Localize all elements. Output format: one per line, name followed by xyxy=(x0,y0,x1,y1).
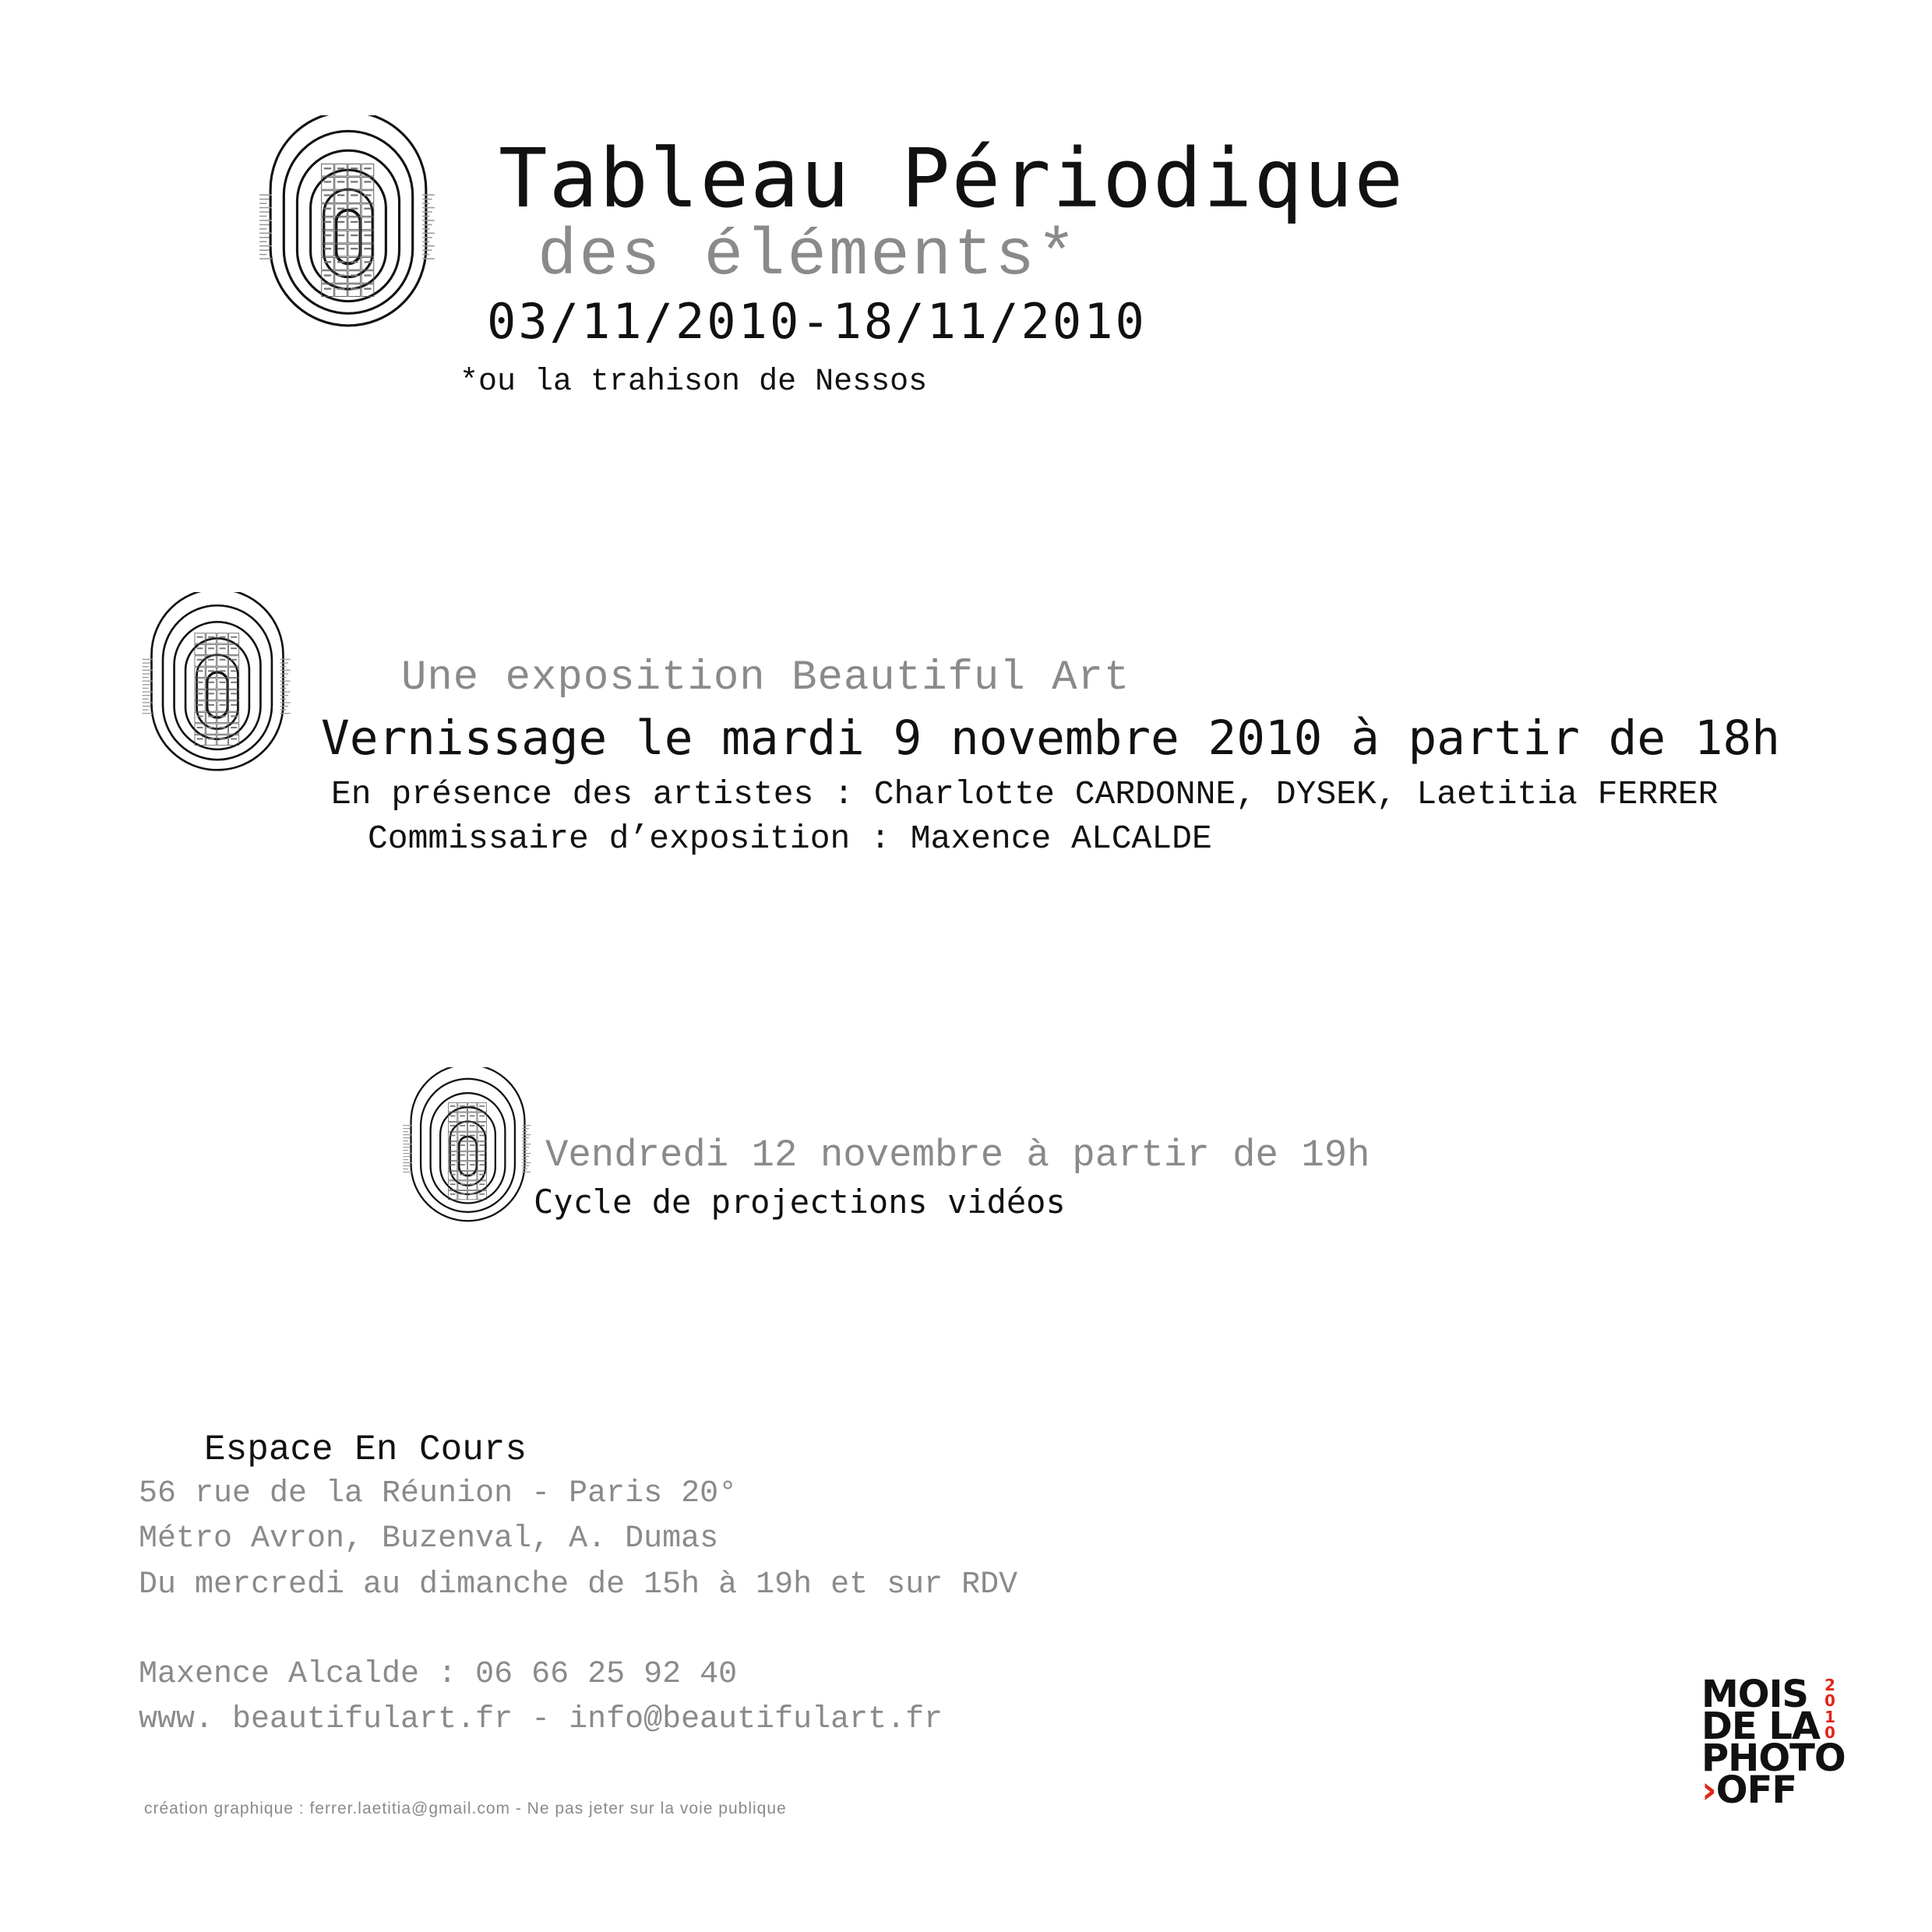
element-symbol-mark xyxy=(479,1144,485,1146)
caption-mark xyxy=(280,681,291,682)
caption-mark xyxy=(143,681,153,682)
element-symbol-mark xyxy=(324,208,331,210)
caption-mark xyxy=(259,241,266,242)
caption-mark xyxy=(280,666,287,667)
element-symbol-mark xyxy=(197,682,203,683)
caption-mark xyxy=(143,695,151,696)
page-title: Tableau Périodique xyxy=(499,131,1405,226)
element-symbol-mark xyxy=(197,704,203,706)
element-symbol-mark xyxy=(460,1125,465,1126)
element-symbol-mark xyxy=(470,1193,475,1195)
caption-mark xyxy=(422,258,435,259)
caption-mark xyxy=(143,688,149,689)
element-cell xyxy=(348,178,361,190)
caption-mark xyxy=(422,249,432,251)
element-symbol-mark xyxy=(231,670,237,672)
caption-mark xyxy=(280,688,287,689)
element-symbol-mark xyxy=(231,636,237,638)
element-symbol-mark xyxy=(231,682,237,683)
page-subtitle: des éléments* xyxy=(538,220,1079,294)
caption-mark xyxy=(422,194,435,196)
element-symbol-mark xyxy=(220,636,226,638)
caption-mark xyxy=(422,245,435,247)
element-symbol-mark xyxy=(450,1193,456,1195)
caption-mark xyxy=(522,1159,527,1160)
element-symbol-mark xyxy=(364,208,371,210)
element-symbol-mark xyxy=(337,274,344,276)
element-symbol-mark xyxy=(351,274,358,276)
caption-mark xyxy=(403,1162,411,1163)
caption-mark xyxy=(259,203,266,204)
element-symbol-mark xyxy=(364,167,371,169)
element-cell xyxy=(206,735,216,745)
caption-mark xyxy=(259,194,272,196)
caption-mark xyxy=(259,211,269,213)
caption-mark xyxy=(143,699,149,700)
element-symbol-mark xyxy=(364,181,371,182)
caption-mark xyxy=(259,245,272,247)
caption-mark xyxy=(422,233,435,234)
caption-mark xyxy=(280,662,289,663)
curator-line: Commissaire d’exposition : Maxence ALCALDE xyxy=(368,820,1212,858)
logo-year xyxy=(1823,1677,1837,1708)
caption-mark xyxy=(422,241,429,242)
caption-mark xyxy=(259,228,266,230)
caption-mark xyxy=(143,673,151,674)
element-cell xyxy=(206,644,216,654)
caption-mark xyxy=(422,254,429,256)
element-symbol-mark xyxy=(450,1164,456,1165)
spiral-logo-medium xyxy=(140,592,294,798)
element-symbol-mark xyxy=(479,1135,485,1137)
caption-mark xyxy=(422,203,429,204)
caption-mark xyxy=(422,237,432,238)
element-symbol-mark xyxy=(351,248,358,249)
logo-year-2 xyxy=(1823,1709,1837,1740)
element-symbol-mark xyxy=(208,704,214,706)
caption-mark xyxy=(403,1137,410,1138)
element-symbol-mark xyxy=(231,647,237,649)
element-symbol-mark xyxy=(208,682,214,683)
element-symbol-mark xyxy=(324,234,331,236)
element-symbol-mark xyxy=(470,1155,475,1156)
caption-mark xyxy=(522,1137,529,1138)
caption-mark xyxy=(422,199,432,200)
element-symbol-mark xyxy=(479,1193,485,1195)
element-symbol-mark xyxy=(450,1116,456,1117)
caption-mark xyxy=(522,1162,531,1163)
caption-mark xyxy=(259,220,272,221)
element-symbol-mark xyxy=(231,727,237,728)
element-symbol-mark xyxy=(460,1155,465,1156)
caption-mark xyxy=(280,713,291,714)
element-symbol-mark xyxy=(470,1105,475,1107)
element-symbol-mark xyxy=(351,208,358,210)
element-symbol-mark xyxy=(364,221,371,223)
element-symbol-mark xyxy=(470,1164,475,1165)
element-symbol-mark xyxy=(479,1174,485,1176)
contact-phone: Maxence Alcalde : 06 66 25 92 40 xyxy=(139,1657,738,1692)
venue-name: Espace En Cours xyxy=(204,1430,527,1470)
element-symbol-mark xyxy=(337,194,344,196)
element-symbol-mark xyxy=(208,670,214,672)
element-symbol-mark xyxy=(450,1105,456,1107)
caption-mark xyxy=(143,662,151,663)
element-symbol-mark xyxy=(197,659,203,661)
venue-hours: Du mercredi au dimanche de 15h à 19h et sur RDV xyxy=(139,1567,1018,1602)
venue-metro: Métro Avron, Buzenval, A. Dumas xyxy=(139,1521,719,1557)
element-symbol-mark xyxy=(470,1116,475,1117)
caption-mark xyxy=(522,1165,529,1166)
caption-mark xyxy=(259,258,272,259)
element-symbol-mark xyxy=(364,248,371,249)
element-symbol-mark xyxy=(324,167,331,169)
element-symbol-mark xyxy=(337,261,344,263)
screening-date: Vendredi 12 novembre à partir de 19h xyxy=(545,1133,1370,1177)
element-symbol-mark xyxy=(337,181,344,182)
caption-mark xyxy=(422,216,429,217)
element-symbol-mark xyxy=(337,234,344,236)
element-symbol-mark xyxy=(364,274,371,276)
element-symbol-mark xyxy=(324,194,331,196)
caption-mark xyxy=(422,211,432,213)
element-symbol-mark xyxy=(470,1135,475,1137)
element-symbol-mark xyxy=(197,670,203,672)
caption-mark xyxy=(522,1156,529,1157)
caption-mark xyxy=(403,1156,410,1157)
caption-mark xyxy=(522,1150,527,1151)
element-symbol-mark xyxy=(197,647,203,649)
element-cell xyxy=(217,689,227,700)
caption-mark xyxy=(522,1131,527,1132)
element-symbol-mark xyxy=(220,682,226,683)
caption-mark xyxy=(143,670,153,671)
element-symbol-mark xyxy=(479,1164,485,1165)
caption-mark xyxy=(403,1165,410,1166)
element-symbol-mark xyxy=(208,659,214,661)
element-symbol-mark xyxy=(197,693,203,694)
logo-year-digit: 1 xyxy=(1824,1708,1835,1726)
caption-mark xyxy=(522,1147,529,1148)
element-symbol-mark xyxy=(470,1144,475,1146)
logo-text-photo: PHOTO xyxy=(1701,1736,1846,1780)
element-cell xyxy=(348,231,361,243)
element-symbol-mark xyxy=(460,1183,465,1185)
element-symbol-mark xyxy=(460,1193,465,1195)
element-symbol-mark xyxy=(197,738,203,739)
element-symbol-mark xyxy=(231,715,237,717)
element-symbol-mark xyxy=(208,647,214,649)
design-credit: création graphique : ferrer.laetitia@gmail.com - Ne pas jeter sur la voie publique xyxy=(144,1800,787,1817)
element-symbol-mark xyxy=(220,738,226,739)
spiral-logo-small xyxy=(401,1067,534,1245)
exhibition-dates: 03/11/2010-18/11/2010 xyxy=(487,293,1147,350)
element-symbol-mark xyxy=(351,181,358,182)
logo-year-digit: 0 xyxy=(1824,1723,1835,1742)
element-symbol-mark xyxy=(470,1125,475,1126)
element-cell xyxy=(335,284,347,297)
logo-text-off: OFF xyxy=(1715,1768,1797,1812)
caption-mark xyxy=(259,224,269,226)
caption-mark xyxy=(259,216,266,217)
caption-mark xyxy=(259,207,272,209)
caption-mark xyxy=(143,666,149,667)
element-symbol-mark xyxy=(450,1135,456,1137)
element-symbol-mark xyxy=(220,659,226,661)
contact-web: www. beautifulart.fr - info@beautifulart.fr xyxy=(139,1702,943,1737)
logo-text-de-la: DE LA xyxy=(1701,1705,1821,1748)
element-symbol-mark xyxy=(364,288,371,290)
element-symbol-mark xyxy=(450,1144,456,1146)
element-symbol-mark xyxy=(231,659,237,661)
caption-mark xyxy=(422,220,435,221)
element-symbol-mark xyxy=(364,234,371,236)
caption-mark xyxy=(259,254,266,256)
caption-mark xyxy=(259,249,269,251)
vernissage-line: Vernissage le mardi 9 novembre 2010 à partir de 18h xyxy=(321,710,1780,766)
element-symbol-mark xyxy=(208,715,214,717)
caption-mark xyxy=(259,233,272,234)
element-symbol-mark xyxy=(324,261,331,263)
spiral-table-graphic xyxy=(401,1067,534,1245)
element-symbol-mark xyxy=(220,647,226,649)
element-symbol-mark xyxy=(231,704,237,706)
element-symbol-mark xyxy=(337,221,344,223)
venue-address: 56 rue de la Réunion - Paris 20° xyxy=(139,1476,738,1511)
caption-mark xyxy=(280,659,291,660)
caption-mark xyxy=(143,684,151,685)
element-symbol-mark xyxy=(460,1105,465,1107)
spiral-table-graphic xyxy=(257,115,439,358)
element-symbol-mark xyxy=(337,208,344,210)
element-symbol-mark xyxy=(351,194,358,196)
element-cell xyxy=(217,644,227,654)
caption-mark xyxy=(403,1128,410,1129)
caption-mark xyxy=(143,659,153,660)
caption-mark xyxy=(143,702,153,703)
caption-mark xyxy=(143,713,153,714)
caption-mark xyxy=(280,677,287,678)
element-symbol-mark xyxy=(460,1135,465,1137)
element-cell xyxy=(468,1190,477,1199)
element-symbol-mark xyxy=(208,738,214,739)
element-symbol-mark xyxy=(460,1144,465,1146)
caption-mark xyxy=(403,1159,408,1160)
element-symbol-mark xyxy=(337,167,344,169)
title-footnote: *ou la trahison de Nessos xyxy=(460,365,928,400)
element-cell xyxy=(458,1112,467,1121)
element-symbol-mark xyxy=(479,1116,485,1117)
mois-de-la-photo-logo xyxy=(1701,1673,1846,1812)
caption-mark xyxy=(403,1153,411,1154)
element-symbol-mark xyxy=(337,288,344,290)
caption-mark xyxy=(422,224,432,226)
element-symbol-mark xyxy=(324,181,331,182)
caption-mark xyxy=(143,691,153,692)
logo-text-mois: MOIS xyxy=(1701,1673,1808,1716)
caption-mark xyxy=(280,709,287,710)
element-symbol-mark xyxy=(324,221,331,223)
element-symbol-mark xyxy=(450,1183,456,1185)
caption-mark xyxy=(522,1125,531,1126)
caption-mark xyxy=(403,1150,408,1151)
element-symbol-mark xyxy=(470,1183,475,1185)
artists-line: En présence des artistes : Charlotte CARDONNE, DYSEK, Laetitia FERRER xyxy=(331,775,1719,813)
element-symbol-mark xyxy=(364,261,371,263)
element-symbol-mark xyxy=(460,1164,465,1165)
logo-row-off xyxy=(1701,1768,1842,1812)
element-symbol-mark xyxy=(351,221,358,223)
element-symbol-mark xyxy=(479,1183,485,1185)
caption-mark xyxy=(143,677,149,678)
spiral-logo-large xyxy=(257,115,439,358)
element-symbol-mark xyxy=(479,1105,485,1107)
element-symbol-mark xyxy=(220,727,226,728)
caption-mark xyxy=(403,1134,411,1135)
element-symbol-mark xyxy=(231,693,237,694)
element-symbol-mark xyxy=(351,288,358,290)
element-symbol-mark xyxy=(197,715,203,717)
element-symbol-mark xyxy=(220,704,226,706)
element-symbol-mark xyxy=(208,727,214,728)
screening-title: Cycle de projections vidéos xyxy=(534,1183,1066,1221)
caption-mark xyxy=(280,691,291,692)
element-cell xyxy=(468,1112,477,1121)
element-symbol-mark xyxy=(231,738,237,739)
caption-mark xyxy=(403,1147,410,1148)
element-symbol-mark xyxy=(324,274,331,276)
element-cell xyxy=(348,284,361,297)
caption-mark xyxy=(403,1131,408,1132)
element-symbol-mark xyxy=(450,1125,456,1126)
caption-mark xyxy=(280,673,289,674)
caption-mark xyxy=(280,684,289,685)
caption-mark xyxy=(280,695,289,696)
caption-mark xyxy=(280,670,291,671)
caption-mark xyxy=(280,699,287,700)
element-symbol-mark xyxy=(208,636,214,638)
element-symbol-mark xyxy=(450,1174,456,1176)
element-symbol-mark xyxy=(337,248,344,249)
caption-mark xyxy=(143,709,149,710)
element-symbol-mark xyxy=(364,194,371,196)
arrow-icon: › xyxy=(1701,1768,1716,1812)
element-symbol-mark xyxy=(460,1174,465,1176)
spiral-table-graphic xyxy=(140,592,294,798)
caption-mark xyxy=(259,237,269,238)
element-symbol-mark xyxy=(220,715,226,717)
caption-mark xyxy=(422,207,435,209)
caption-mark xyxy=(522,1134,531,1135)
element-cell xyxy=(468,1151,477,1160)
caption-mark xyxy=(259,199,269,200)
element-symbol-mark xyxy=(220,670,226,672)
logo-year-digit: 2 xyxy=(1824,1676,1835,1694)
element-symbol-mark xyxy=(470,1174,475,1176)
caption-mark xyxy=(143,706,151,707)
element-cell xyxy=(217,735,227,745)
caption-mark xyxy=(403,1125,411,1126)
element-cell xyxy=(335,178,347,190)
caption-mark xyxy=(422,228,429,230)
element-cell xyxy=(458,1190,467,1199)
caption-mark xyxy=(280,706,289,707)
caption-mark xyxy=(280,702,291,703)
element-symbol-mark xyxy=(324,248,331,249)
element-symbol-mark xyxy=(351,234,358,236)
element-symbol-mark xyxy=(220,693,226,694)
element-symbol-mark xyxy=(479,1125,485,1126)
logo-year-digit: 0 xyxy=(1824,1691,1835,1710)
element-symbol-mark xyxy=(479,1155,485,1156)
element-symbol-mark xyxy=(208,693,214,694)
element-symbol-mark xyxy=(351,261,358,263)
caption-mark xyxy=(522,1153,531,1154)
element-symbol-mark xyxy=(460,1116,465,1117)
element-symbol-mark xyxy=(324,288,331,290)
element-symbol-mark xyxy=(351,167,358,169)
presenter-line: Une exposition Beautiful Art xyxy=(401,654,1130,702)
element-symbol-mark xyxy=(197,636,203,638)
caption-mark xyxy=(522,1128,529,1129)
element-symbol-mark xyxy=(450,1155,456,1156)
element-symbol-mark xyxy=(197,727,203,728)
